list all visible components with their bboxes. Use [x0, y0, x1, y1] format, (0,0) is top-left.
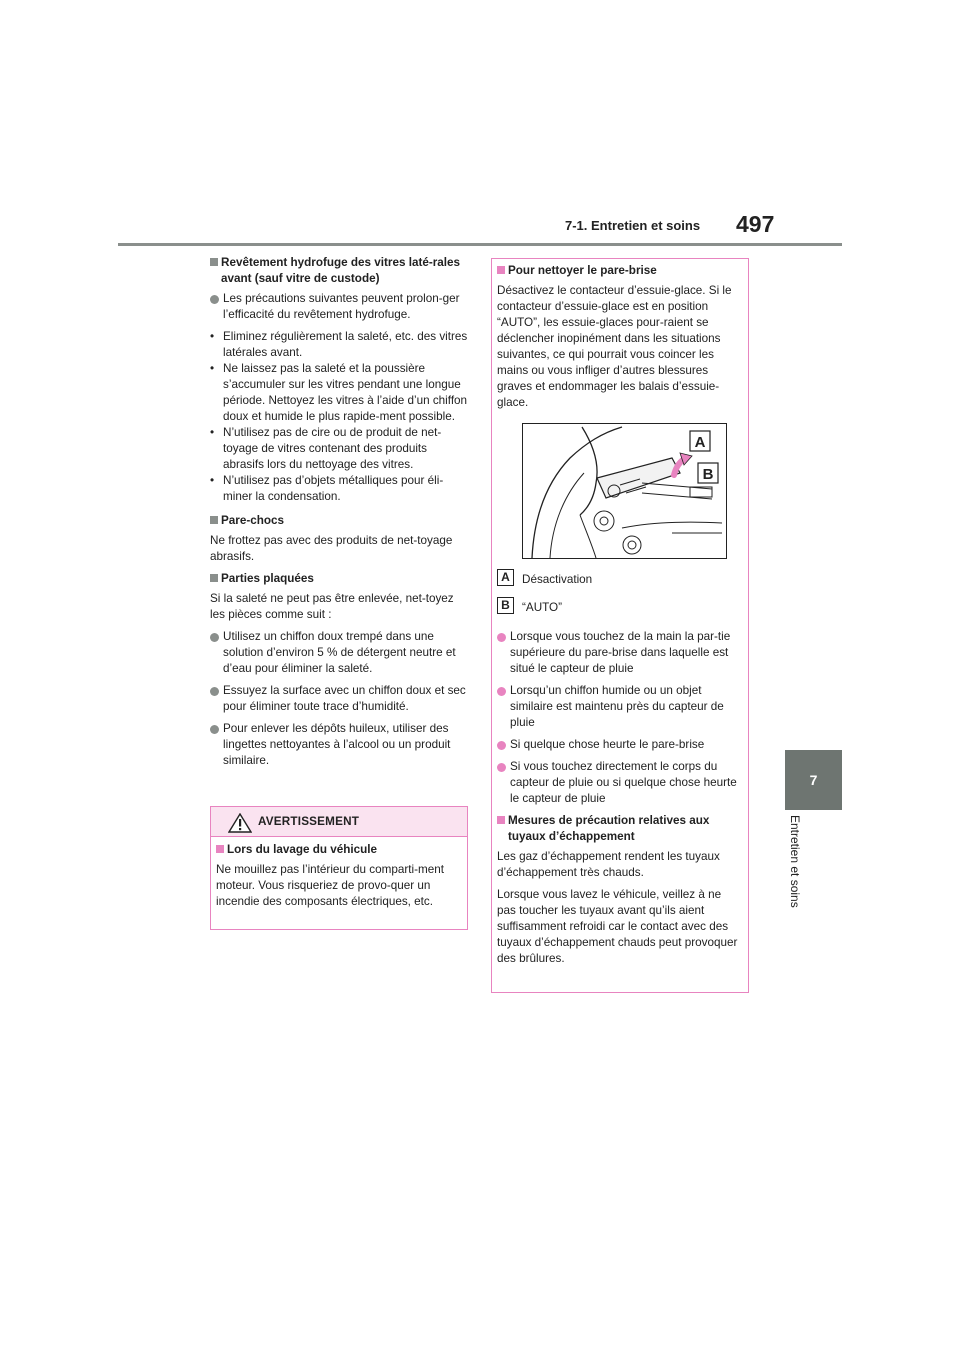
warning-body — [211, 837, 467, 910]
list-item: Lorsqu’un chiffon humide ou un objet similaire est maintenu près du capteur de pluie — [497, 683, 743, 731]
list-item: Lorsque vous touchez de la main la par-tie supérieure du pare-brise dans laquelle est situé le capteur de pluie — [497, 629, 743, 677]
warning-title: Lors du lavage du véhicule — [216, 842, 462, 858]
legend-text: Désactivation — [522, 573, 593, 586]
chapter-tab — [785, 750, 842, 810]
list-item: Utilisez un chiffon doux trempé dans une solution d’environ 5 % de détergent neutre et d’eau pour éliminer la saleté. — [210, 629, 468, 677]
wiper-switch-illustration — [522, 423, 727, 559]
legend-item-b — [497, 597, 743, 617]
header-rule — [118, 243, 842, 246]
list-item: • Eliminez régulièrement la saleté, etc. des vitres latérales avant. — [210, 330, 468, 359]
circle-bullet-icon — [497, 763, 506, 772]
circle-bullet-icon — [210, 295, 219, 304]
circle-bullet-icon — [210, 687, 219, 696]
list-item: • N’utilisez pas de cire ou de produit de net-toyage de vitres contenant des produits abrasifs lors du nettoyage des vitres. — [210, 426, 442, 471]
list-item: • N’utilisez pas d’objets métalliques pour éli-miner la condensation. — [210, 474, 444, 503]
square-bullet-icon — [497, 266, 505, 274]
paragraph: Désactivez le contacteur d’essuie-glace. Si le contacteur d’essuie-glace est en position “AUTO”, les essuie-glaces pour-raient se déclencher inopinément dans les situations suivantes, ce qui pourrait vous coincer les mains ou vous infliger d’autres blessures graves et endommager les balais d’essuie-glace. — [497, 284, 732, 409]
circle-bullet-icon — [497, 687, 506, 696]
warning-label: AVERTISSEMENT — [258, 815, 360, 828]
figure-label-a: A — [694, 434, 706, 451]
list-item: Si quelque chose heurte le pare-brise — [497, 737, 743, 753]
warning-box — [210, 806, 468, 930]
caution-box — [491, 258, 749, 993]
list-item: • Ne laissez pas la saleté et la poussière s’accumuler sur les vitres pendant une longue période. Nettoyez les vitres à l’aide d’un chiffon doux et humide le plus rapide-ment possible. — [210, 362, 468, 423]
list-item: Pour enlever les dépôts huileux, utiliser des lingettes nettoyantes à l’alcool ou un produit similaire. — [210, 721, 468, 769]
section-title-plated-parts: Parties plaquées — [210, 571, 468, 587]
section-title-water-repellent: Revêtement hydrofuge des vitres laté-rales avant (sauf vitre de custode) — [210, 255, 468, 287]
warning-triangle-icon — [228, 813, 252, 833]
paragraph: Si la saleté ne peut pas être enlevée, net-toyez les pièces comme suit : — [210, 592, 454, 621]
circle-bullet-icon — [497, 741, 506, 750]
paragraph: Ne frottez pas avec des produits de net-toyage abrasifs. — [210, 534, 453, 563]
legend-text: “AUTO” — [522, 601, 563, 614]
square-bullet-icon — [210, 516, 218, 524]
legend-key: B — [497, 597, 514, 614]
list-item: Les précautions suivantes peuvent prolon-ger l’efficacité du revêtement hydrofuge. — [210, 291, 468, 323]
legend-key: A — [497, 569, 514, 586]
square-bullet-icon — [497, 816, 505, 824]
circle-bullet-icon — [210, 725, 219, 734]
square-bullet-icon — [216, 845, 224, 853]
chapter-side-label — [781, 815, 805, 925]
paragraph: Les gaz d’échappement rendent les tuyaux d’échappement très chauds. — [497, 850, 720, 879]
section-title-windshield: Pour nettoyer le pare-brise — [497, 263, 743, 279]
page-number: 497 — [736, 211, 775, 237]
section-header: 7-1. Entretien et soins — [565, 218, 701, 233]
chapter-title: Entretien et soins — [788, 815, 802, 908]
paragraph: Lorsque vous lavez le véhicule, veillez à ne pas toucher les tuyaux avant qu’ils aient suffisamment refroidi car le contact avec des tuyaux d’échappement chauds peut provoquer des brûlures. — [497, 888, 738, 965]
warning-text: Ne mouillez pas l’intérieur du comparti-ment moteur. Vous risqueriez de provo-quer un incendie des composants électriques, etc. — [216, 863, 444, 908]
figure-label-b: B — [702, 466, 714, 483]
square-bullet-icon — [210, 574, 218, 582]
left-column — [210, 255, 468, 775]
warning-header — [211, 807, 467, 837]
legend-item-a — [497, 569, 743, 589]
section-title-exhaust: Mesures de précaution relatives aux tuyaux d’échappement — [497, 813, 743, 845]
list-item: Si vous touchez directement le corps du capteur de pluie ou si quelque chose heurte le capteur de pluie — [497, 759, 743, 807]
square-bullet-icon — [210, 258, 218, 266]
sub-list — [210, 329, 468, 505]
section-title-bumpers: Pare-chocs — [210, 513, 468, 529]
circle-bullet-icon — [210, 633, 219, 642]
list-item: Essuyez la surface avec un chiffon doux et sec pour éliminer toute trace d’humidité. — [210, 683, 468, 715]
wiper-switch-drawing — [522, 423, 727, 559]
circle-bullet-icon — [497, 633, 506, 642]
chapter-number: 7 — [809, 772, 818, 788]
